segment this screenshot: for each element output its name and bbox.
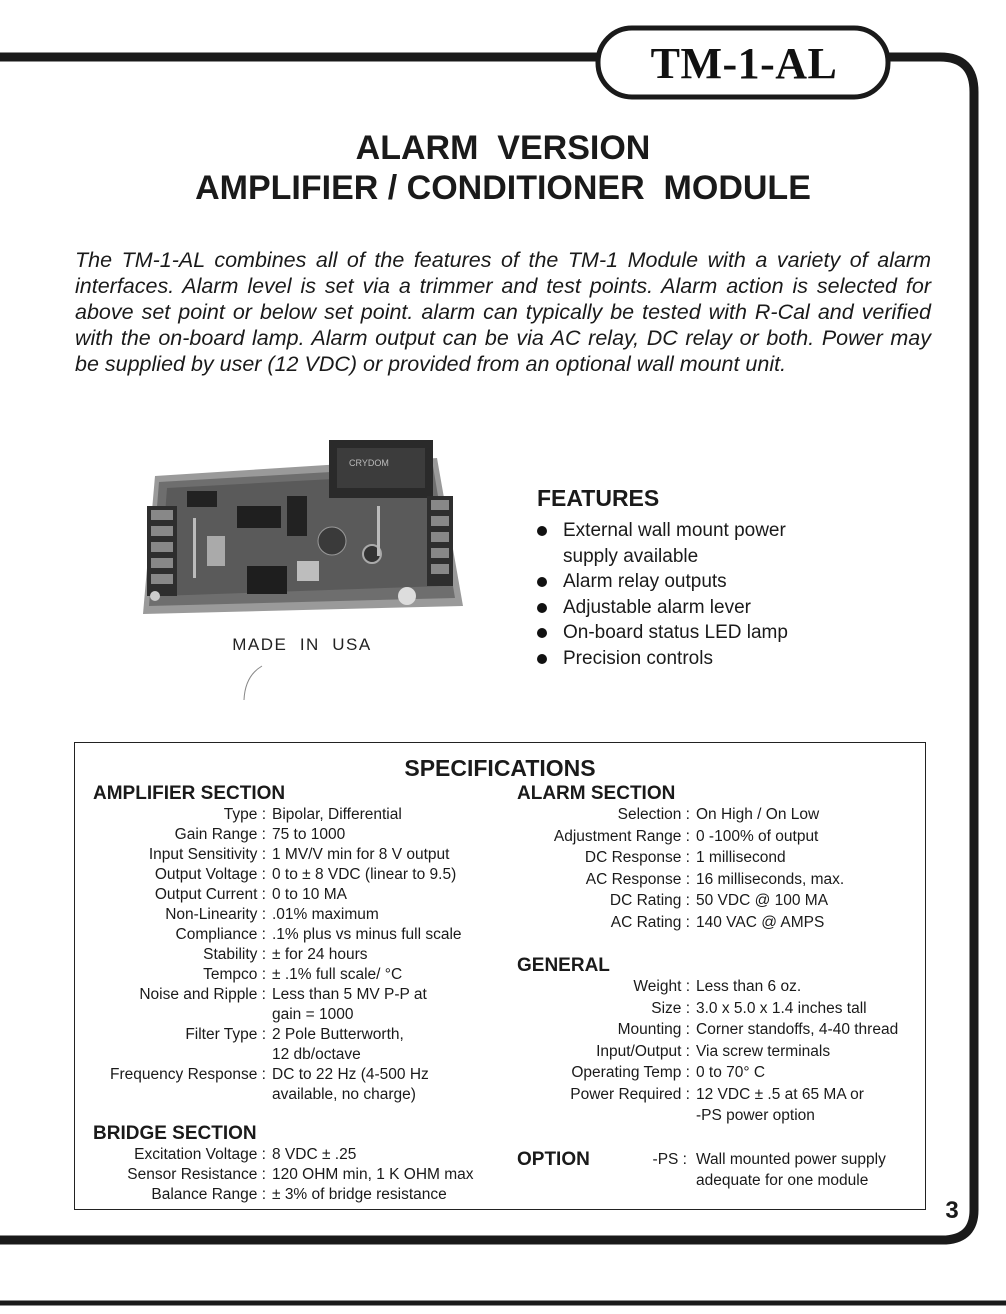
spec-label: Balance Range : [151,1186,266,1203]
spec-row [75,805,266,825]
option-code: -PS : [652,1151,687,1168]
spec-row [75,1165,266,1185]
relay-label: CRYDOM [349,458,389,468]
spec-label: Power Required : [570,1085,690,1103]
spec-label: Selection : [617,806,690,823]
page-title [0,128,1006,208]
spec-label: Sensor Resistance : [127,1166,266,1183]
option-value: Wall mounted power supply [696,1151,886,1168]
spec-row [75,1145,266,1165]
spec-label: Noise and Ripple : [139,986,266,1003]
bullet-icon [537,654,547,664]
option-row [517,1150,687,1170]
spec-value: 0 -100% of output [696,827,819,845]
spec-row [75,985,266,1005]
spec-label: Filter Type : [185,1026,266,1043]
specifications-title: SPECIFICATIONS [404,755,596,781]
spec-value: 1 MV/V min for 8 V output [272,846,450,863]
spec-row [517,913,690,933]
amplifier-section-heading: AMPLIFIER SECTION [93,783,286,804]
spec-value: .1% plus vs minus full scale [272,926,462,943]
feature-item: Precision controls [537,646,957,672]
bullet-icon [537,577,547,587]
spec-row [517,1085,690,1105]
feature-item: Alarm relay outputs [537,569,957,595]
feature-item: Adjustable alarm lever [537,595,957,621]
product-photo [137,436,467,626]
spec-value: 0 to 10 MA [272,886,347,903]
made-in-usa-caption: MADE IN USA [232,635,372,654]
spec-row [75,885,266,905]
spec-value: 120 OHM min, 1 K OHM max [272,1166,474,1183]
spec-row [75,945,266,965]
feature-item: External wall mount power supply available [537,518,957,569]
spec-value: Bipolar, Differential [272,806,402,823]
spec-value: 75 to 1000 [272,826,346,843]
bullet-icon [537,526,547,536]
spec-label: Input/Output : [596,1042,690,1060]
spec-label: DC Response : [584,849,690,866]
spec-label: Operating Temp : [571,1064,690,1081]
spec-value: 50 VDC @ 100 MA [696,892,829,909]
spec-row [75,925,266,945]
page-number: 3 [945,1197,959,1224]
spec-row [517,870,690,890]
bullet-icon [537,603,547,613]
spec-row [75,845,266,865]
spec-label: Gain Range : [174,826,266,843]
spec-value: ± for 24 hours [272,946,368,963]
spec-label: Size : [651,999,690,1017]
spec-label: Weight : [633,978,690,995]
spec-value: 0 to 70° C [696,1064,766,1081]
spec-label: Type : [223,806,266,823]
spec-value-continued: 12 db/octave [272,1046,361,1063]
spec-value: 2 Pole Butterworth, [272,1026,404,1043]
bridge-section-heading: BRIDGE SECTION [93,1123,257,1144]
spec-label: AC Response : [585,870,690,888]
spec-label: Stability : [203,946,266,963]
spec-value: 140 VAC @ AMPS [696,913,825,931]
spec-label: Output Voltage : [154,866,266,883]
spec-value-continued: gain = 1000 [272,1006,354,1023]
general-section-heading: GENERAL [517,955,610,976]
spec-row [75,1065,266,1085]
spec-label: DC Rating : [609,892,690,909]
spec-value: 3.0 x 5.0 x 1.4 inches tall [696,999,867,1017]
features-list [537,518,957,671]
spec-value: On High / On Low [696,806,820,823]
spec-value: 12 VDC ± .5 at 65 MA or [696,1085,864,1103]
spec-value-continued: available, no charge) [272,1086,416,1103]
option-value-cont: adequate for one module [696,1172,869,1189]
spec-value: Via screw terminals [696,1042,831,1060]
feature-item: On-board status LED lamp [537,620,957,646]
spec-row [75,905,266,925]
spec-row [517,891,690,911]
bullet-icon [537,628,547,638]
intro-paragraph: The TM-1-AL combines all of the features of the TM-1 Module with a variety of alarm interfaces. Alarm level is set via a trimmer and test points. Alarm action is selected for above set point or below set point. alarm can typically be tested with R-Cal and verified with the on-board lamp. Alarm output can be via AC relay, DC relay or both. Power may be supplied by user (12 VDC) or provided from an optional wall mount unit. [75,248,931,376]
alarm-section-heading: ALARM SECTION [517,783,676,804]
spec-row [517,1042,690,1062]
spec-value: Less than 5 MV P-P at [272,986,427,1003]
features-heading: FEATURES [537,485,660,511]
features-section [537,485,957,671]
specifications-box [74,742,926,1210]
spec-label: Frequency Response : [110,1066,266,1083]
option-section-heading: OPTION [517,1149,590,1170]
spec-label: Input Sensitivity : [148,846,266,863]
spec-row [517,827,690,847]
spec-label: Mounting : [617,1021,690,1038]
spec-value: 8 VDC ± .25 [272,1146,357,1163]
spec-label: AC Rating : [610,913,690,931]
spec-value: DC to 22 Hz (4-500 Hz [272,1066,429,1083]
spec-label: Adjustment Range : [553,827,690,845]
spec-value: 16 milliseconds, max. [696,870,845,888]
spec-label: Compliance : [175,926,266,943]
spec-row [517,999,690,1019]
spec-value: ± 3% of bridge resistance [272,1186,447,1203]
spec-row [517,1020,690,1040]
spec-value: ± .1% full scale/ °C [272,966,403,983]
title-line-1: ALARM VERSION [355,129,651,167]
spec-label: Output Current : [154,886,266,903]
spec-row [75,965,266,985]
title-line-2: AMPLIFIER / CONDITIONER MODULE [195,169,811,207]
spec-row [517,805,690,825]
spec-value: Less than 6 oz. [696,978,802,995]
spec-value: 1 millisecond [696,849,786,866]
spec-label: Excitation Voltage : [134,1146,266,1163]
spec-row [517,977,690,997]
spec-row [75,825,266,845]
spec-row [75,865,266,885]
spec-label: Tempco : [203,966,266,983]
spec-value: .01% maximum [272,906,379,923]
spec-value: Corner standoffs, 4-40 thread [696,1021,899,1038]
spec-row [75,1185,266,1205]
spec-value: 0 to ± 8 VDC (linear to 9.5) [272,866,457,883]
spec-value-continued: -PS power option [696,1107,815,1124]
model-number-tag: TM-1-AL [650,38,838,88]
spec-label: Non-Linearity : [165,906,266,923]
spec-row [517,1063,690,1083]
spec-row [75,1025,266,1045]
spec-row [517,848,690,868]
